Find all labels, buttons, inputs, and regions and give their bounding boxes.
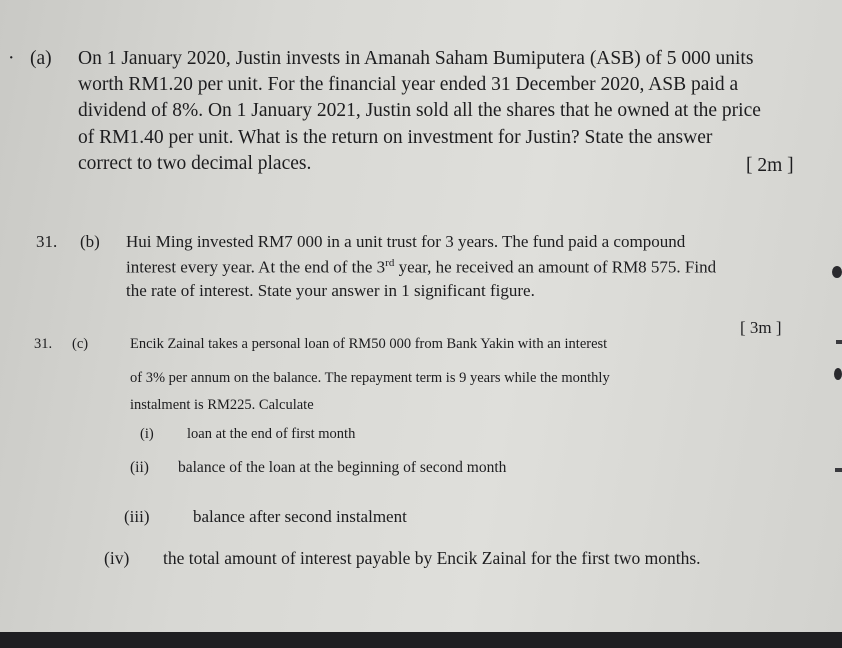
question-a-line: worth RM1.20 per unit. For the financial year ended 31 December 2020, ASB paid a bbox=[78, 74, 739, 95]
part-label: (ii) bbox=[130, 459, 149, 476]
question-b-marks: [ 3m ] bbox=[740, 318, 782, 337]
question-b-number: 31. bbox=[36, 232, 58, 251]
question-a-marks: [ 2m ] bbox=[746, 155, 794, 176]
bottom-dark-edge bbox=[0, 632, 842, 648]
question-b-label: (b) bbox=[80, 232, 100, 251]
part-text: balance of the loan at the beginning of second month bbox=[178, 459, 507, 476]
question-c-line: instalment is RM225. Calculate bbox=[130, 397, 314, 413]
question-a-line: correct to two decimal places. bbox=[78, 153, 312, 174]
question-b-line: Hui Ming invested RM7 000 in a unit trust for 3 years. The fund paid a compound bbox=[126, 232, 686, 251]
part-text: the total amount of interest payable by Encik Zainal for the first two months. bbox=[163, 548, 701, 568]
part-label: (iii) bbox=[124, 507, 150, 526]
question-c-label: (c) bbox=[72, 336, 89, 352]
question-c-line: Encik Zainal takes a personal loan of RM50 000 from Bank Yakin with an interest bbox=[130, 336, 608, 352]
part-text: balance after second instalment bbox=[193, 507, 407, 526]
question-a-line: of RM1.40 per unit. What is the return on investment for Justin? State the answer bbox=[78, 127, 713, 148]
margin-mark bbox=[835, 468, 842, 472]
question-a-line: dividend of 8%. On 1 January 2021, Justin sold all the shares that he owned at the price bbox=[78, 100, 761, 121]
margin-mark bbox=[836, 340, 842, 344]
bullet-mark: · bbox=[8, 48, 15, 69]
margin-dot bbox=[832, 266, 842, 278]
margin-dot bbox=[834, 368, 842, 380]
question-c-line: of 3% per annum on the balance. The repayment term is 9 years while the monthly bbox=[130, 370, 610, 386]
question-a-line: On 1 January 2020, Justin invests in Amanah Saham Bumiputera (ASB) of 5 000 units bbox=[78, 48, 754, 69]
part-label: (i) bbox=[140, 426, 154, 442]
part-label: (iv) bbox=[104, 548, 130, 568]
question-a-label: (a) bbox=[30, 48, 52, 69]
question-b-line: the rate of interest. State your answer in 1 significant figure. bbox=[126, 281, 535, 300]
question-b-line: interest every year. At the end of the 3rd year, he received an amount of RM8 575. Find bbox=[126, 257, 717, 277]
question-c-number: 31. bbox=[34, 336, 53, 352]
part-text: loan at the end of first month bbox=[187, 426, 356, 442]
